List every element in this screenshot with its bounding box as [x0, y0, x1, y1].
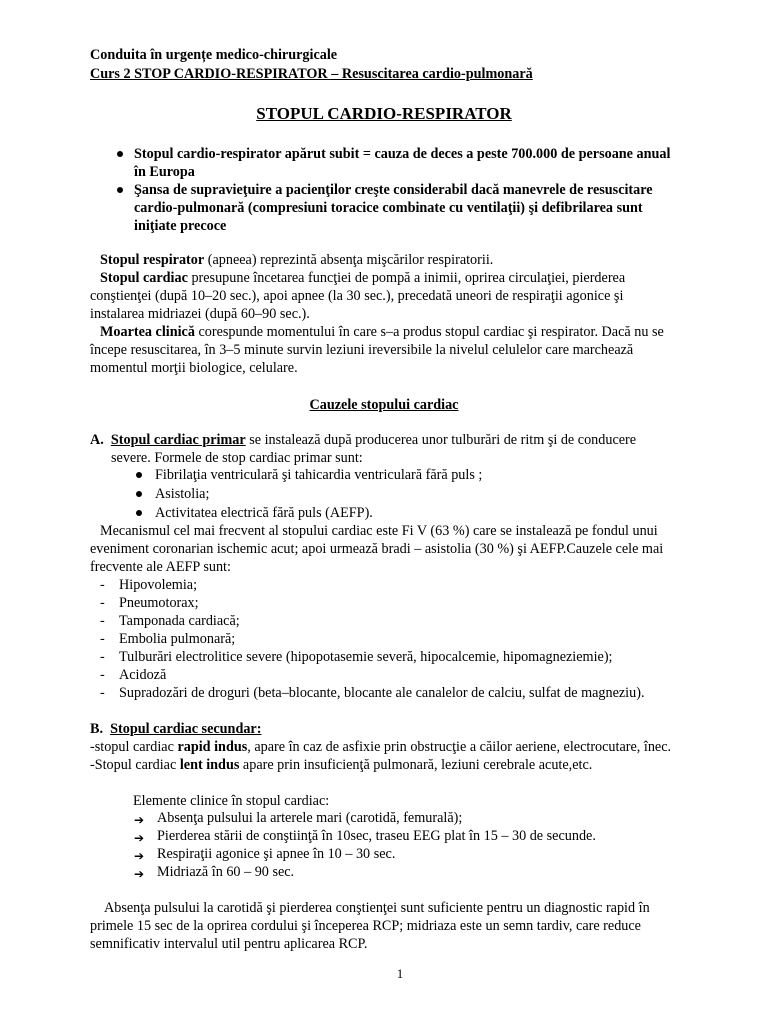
def-text-line: instalarea midriazei (după 60–90 sec.).: [90, 306, 310, 322]
secondary-text: , apare în caz de asfixie prin obstrucţie a căilor aeriene, electrocutare, înec.: [247, 739, 672, 755]
secondary-text: -stopul cardiac: [90, 739, 178, 755]
secondary-rapid: [90, 738, 671, 756]
section-a-text: se instalează după producerea unor tulburări de ritm şi de conducere: [245, 432, 637, 448]
arrow-icon: ➔: [134, 849, 145, 863]
clinical-heading: Elemente clinice în stopul cardiac:: [133, 793, 330, 809]
mechanism-text-line: eveniment coronarian ischemic acut; apoi urmează bradi – asistolia (30 %) şi AEFP.Cauzele cele mai: [90, 541, 664, 557]
aefp-cause-item: Tulburări electrolitice severe (hipopotasemie severă, hipocalcemie, hipomagneziemie);: [119, 649, 613, 665]
secondary-text: -Stopul cardiac: [90, 757, 180, 773]
bullet-dot: [136, 472, 142, 478]
section-a-letter: A.: [90, 432, 104, 448]
page-title: STOPUL CARDIO-RESPIRATOR: [256, 104, 512, 123]
aefp-cause-item: Tamponada cardiacă;: [119, 613, 240, 629]
secondary-term: lent indus: [179, 757, 240, 773]
clinical-item: Pierderea stării de conştiinţă în 10sec, traseu EEG plat în 15 – 30 de secunde.: [157, 828, 596, 844]
primary-form-item: Activitatea electrică fără puls (AEFP).: [155, 505, 373, 521]
arrow-icon: ➔: [134, 831, 145, 845]
mechanism-text-line: frecvente ale AEFP sunt:: [90, 559, 231, 575]
aefp-cause-item: Embolia pulmonară;: [119, 631, 236, 647]
aefp-cause-item: Pneumotorax;: [119, 595, 199, 611]
secondary-term: rapid indus: [177, 739, 248, 755]
aefp-cause-dash: -: [100, 649, 105, 665]
page-number: 1: [396, 966, 404, 981]
aefp-cause-item: Acidoză: [119, 667, 167, 683]
aefp-cause-dash: -: [100, 613, 105, 629]
def-text: corespunde momentului în care s–a produs stopul cardiac şi respirator. Dacă nu se: [194, 324, 664, 340]
def-text-line: conştienţei (după 10–20 sec.), apoi apnee (la 30 sec.), precedată uneori de respiraţii agonice şi: [90, 288, 624, 304]
def-text: (apneea) reprezintă absenţa mişcărilor respiratorii.: [204, 252, 494, 268]
aefp-cause-item: Supradozări de droguri (beta–blocante, blocante ale canalelor de calciu, sulfat de magneziu).: [119, 685, 645, 701]
section-b-heading: [90, 720, 261, 738]
aefp-cause-dash: -: [100, 685, 105, 701]
closing-text-line: Absenţa pulsului la carotidă şi pierderea conştienţei sunt suficiente pentru un diagnostic rapid în: [104, 900, 650, 916]
aefp-cause-dash: -: [100, 577, 105, 593]
bullet-2-line1: Şansa de supravieţuire a pacienţilor creşte considerabil dacă manevrele de resuscitare: [134, 182, 653, 198]
secondary-slow: [90, 756, 592, 774]
bullet-1-line2: în Europa: [134, 164, 195, 180]
clinical-item: Midriază în 60 – 90 sec.: [157, 864, 295, 880]
secondary-text: apare prin insuficienţă pulmonară, leziuni cerebrale acute,etc.: [239, 757, 593, 773]
bullet-dot: [117, 151, 123, 157]
def-clinical-death: [100, 323, 664, 341]
def-text-line: începe resuscitarea, în 3–5 minute survin leziuni ireversibile la nivelul celulelor care marchează: [90, 342, 634, 358]
section-b-letter: B.: [90, 721, 104, 737]
section-heading-causes: Cauzele stopului cardiac: [309, 397, 459, 413]
arrow-icon: ➔: [134, 867, 145, 881]
def-term: Stopul respirator: [100, 252, 205, 268]
closing-text-line: primele 15 sec de la oprirea cordului şi începerea RCP; midriaza este un semn tardiv, care reduce: [90, 918, 641, 934]
mechanism-text-line: Mecanismul cel mai frecvent al stopului cardiac este Fi V (63 %) care se instalează pe fondul unui: [100, 523, 658, 539]
section-a-term: Stopul cardiac primar: [110, 432, 246, 448]
bullet-dot: [117, 187, 123, 193]
arrow-icon: ➔: [134, 813, 145, 827]
bullet-2-line2: cardio-pulmonară (compresiuni toracice combinate cu ventilaţii) şi defibrilarea sunt: [134, 200, 643, 216]
def-text-line: momentul morţii biologice, celulare.: [90, 360, 298, 376]
doc-header-lecture: [90, 65, 533, 83]
primary-form-item: Asistolia;: [155, 486, 210, 502]
bullet-2-line3: iniţiate precoce: [134, 218, 227, 234]
bullet-dot: [136, 510, 142, 516]
def-text: presupune încetarea funcţiei de pompă a inimii, oprirea circulaţiei, pierderea: [187, 270, 626, 286]
bullet-1-line1: Stopul cardio-respirator apărut subit = cauza de deces a peste 700.000 de persoane anual: [134, 146, 671, 162]
def-cardiac-arrest: [100, 269, 625, 287]
doc-header-lecture-text: Curs 2 STOP CARDIO-RESPIRATOR – Resuscitarea cardio-pulmonară: [90, 66, 533, 82]
aefp-cause-dash: -: [100, 595, 105, 611]
closing-text-line: semnificativ intervalul util pentru aplicarea RCP.: [90, 936, 368, 952]
def-term: Moartea clinică: [100, 324, 195, 340]
aefp-cause-dash: -: [100, 667, 105, 683]
section-a-text-line: severe. Formele de stop cardiac primar sunt:: [111, 450, 363, 466]
clinical-item: Absenţa pulsului la arterele mari (carotidă, femurală);: [157, 810, 463, 826]
def-respiratory-arrest: [100, 251, 493, 269]
doc-header-course: Conduita în urgențe medico-chirurgicale: [90, 47, 338, 63]
aefp-cause-dash: -: [100, 631, 105, 647]
def-term: Stopul cardiac: [100, 270, 188, 286]
primary-form-item: Fibrilaţia ventriculară şi tahicardia ventriculară fără puls ;: [155, 467, 483, 483]
section-a-heading: [90, 431, 636, 449]
aefp-cause-item: Hipovolemia;: [119, 577, 198, 593]
bullet-dot: [136, 491, 142, 497]
clinical-item: Respiraţii agonice şi apnee în 10 – 30 sec.: [157, 846, 396, 862]
section-b-term: Stopul cardiac secundar:: [110, 721, 262, 737]
